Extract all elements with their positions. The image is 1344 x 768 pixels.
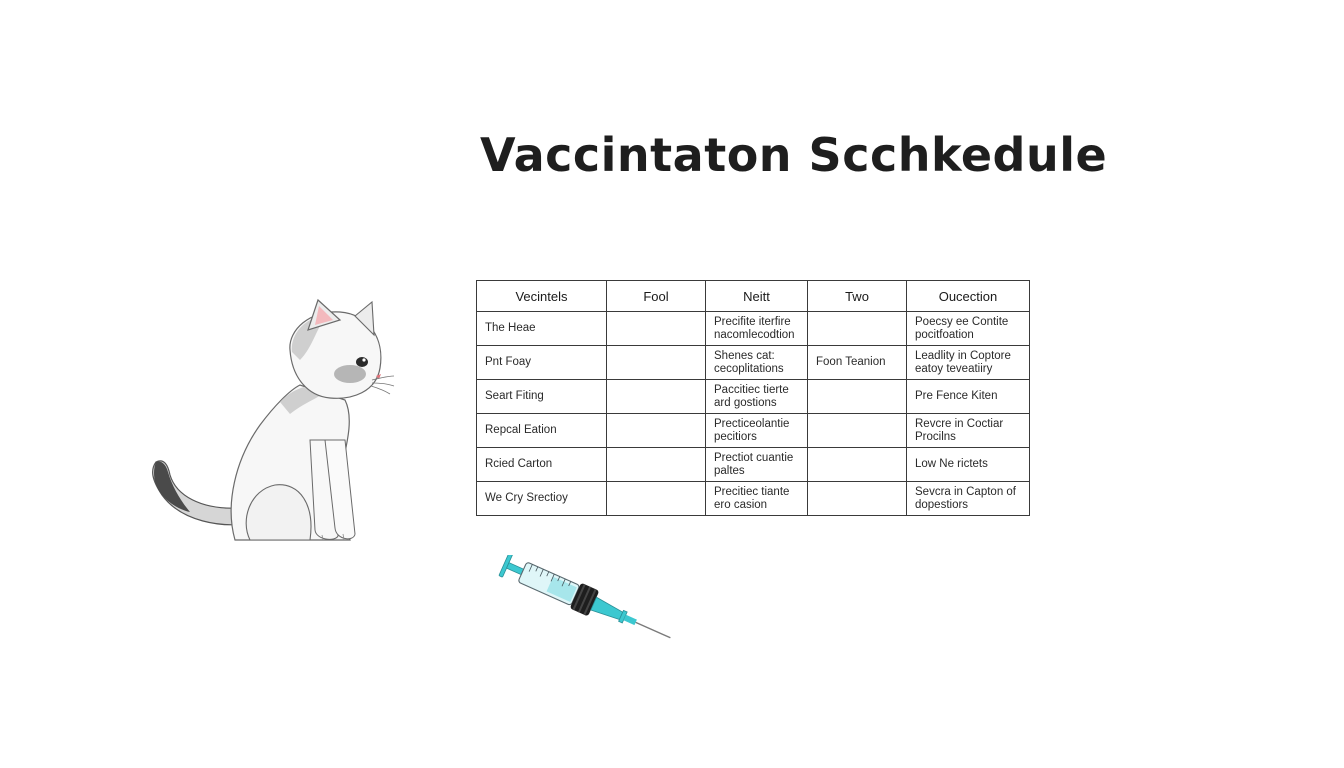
table-cell: Sevcra in Capton of dopestiors (907, 482, 1030, 516)
table-cell: The Heae (477, 312, 607, 346)
table-cell (808, 448, 907, 482)
table-cell: Precitiec tiante ero casion (706, 482, 808, 516)
table-cell: Prectiot cuantie paltes (706, 448, 808, 482)
vaccination-schedule-table (476, 280, 1030, 516)
syringe-icon (490, 555, 690, 650)
table-cell (808, 380, 907, 414)
column-header: Two (808, 281, 907, 312)
table-row (477, 312, 1030, 346)
table-cell: We Cry Srectioy (477, 482, 607, 516)
column-header: Vecintels (477, 281, 607, 312)
table-cell: Poecsy ee Contite pocitfoation (907, 312, 1030, 346)
table-cell: Shenes cat: cecoplitations (706, 346, 808, 380)
table-cell (808, 482, 907, 516)
table-cell (607, 448, 706, 482)
column-header: Neitt (706, 281, 808, 312)
table-row (477, 380, 1030, 414)
table-cell: Precticeolantie pecitiors (706, 414, 808, 448)
table-row (477, 414, 1030, 448)
page-title: Vaccintaton Scchkedule (480, 128, 1108, 182)
table-cell: Repcal Eation (477, 414, 607, 448)
table-cell (607, 482, 706, 516)
table-row (477, 346, 1030, 380)
table-cell (607, 312, 706, 346)
table-cell: Paccitiec tierte ard gostions (706, 380, 808, 414)
table-cell: Pre Fence Kiten (907, 380, 1030, 414)
table-cell: Rcied Carton (477, 448, 607, 482)
table-cell: Revcre in Coctiar Procilns (907, 414, 1030, 448)
table-cell: Leadlity in Coptore eatoy teveatiiry (907, 346, 1030, 380)
column-header: Oucection (907, 281, 1030, 312)
table-cell (607, 414, 706, 448)
table-cell: Pnt Foay (477, 346, 607, 380)
table-header-row (477, 281, 1030, 312)
table-cell: Seart Fiting (477, 380, 607, 414)
table-cell (808, 312, 907, 346)
table-row (477, 482, 1030, 516)
sitting-kitten-icon (140, 290, 410, 560)
table-cell (808, 414, 907, 448)
table-cell: Precifite iterfire nacomlecodtion (706, 312, 808, 346)
table-cell (607, 380, 706, 414)
table-cell: Foon Teanion (808, 346, 907, 380)
table-cell (607, 346, 706, 380)
table-cell: Low Ne rictets (907, 448, 1030, 482)
column-header: Fool (607, 281, 706, 312)
table-row (477, 448, 1030, 482)
